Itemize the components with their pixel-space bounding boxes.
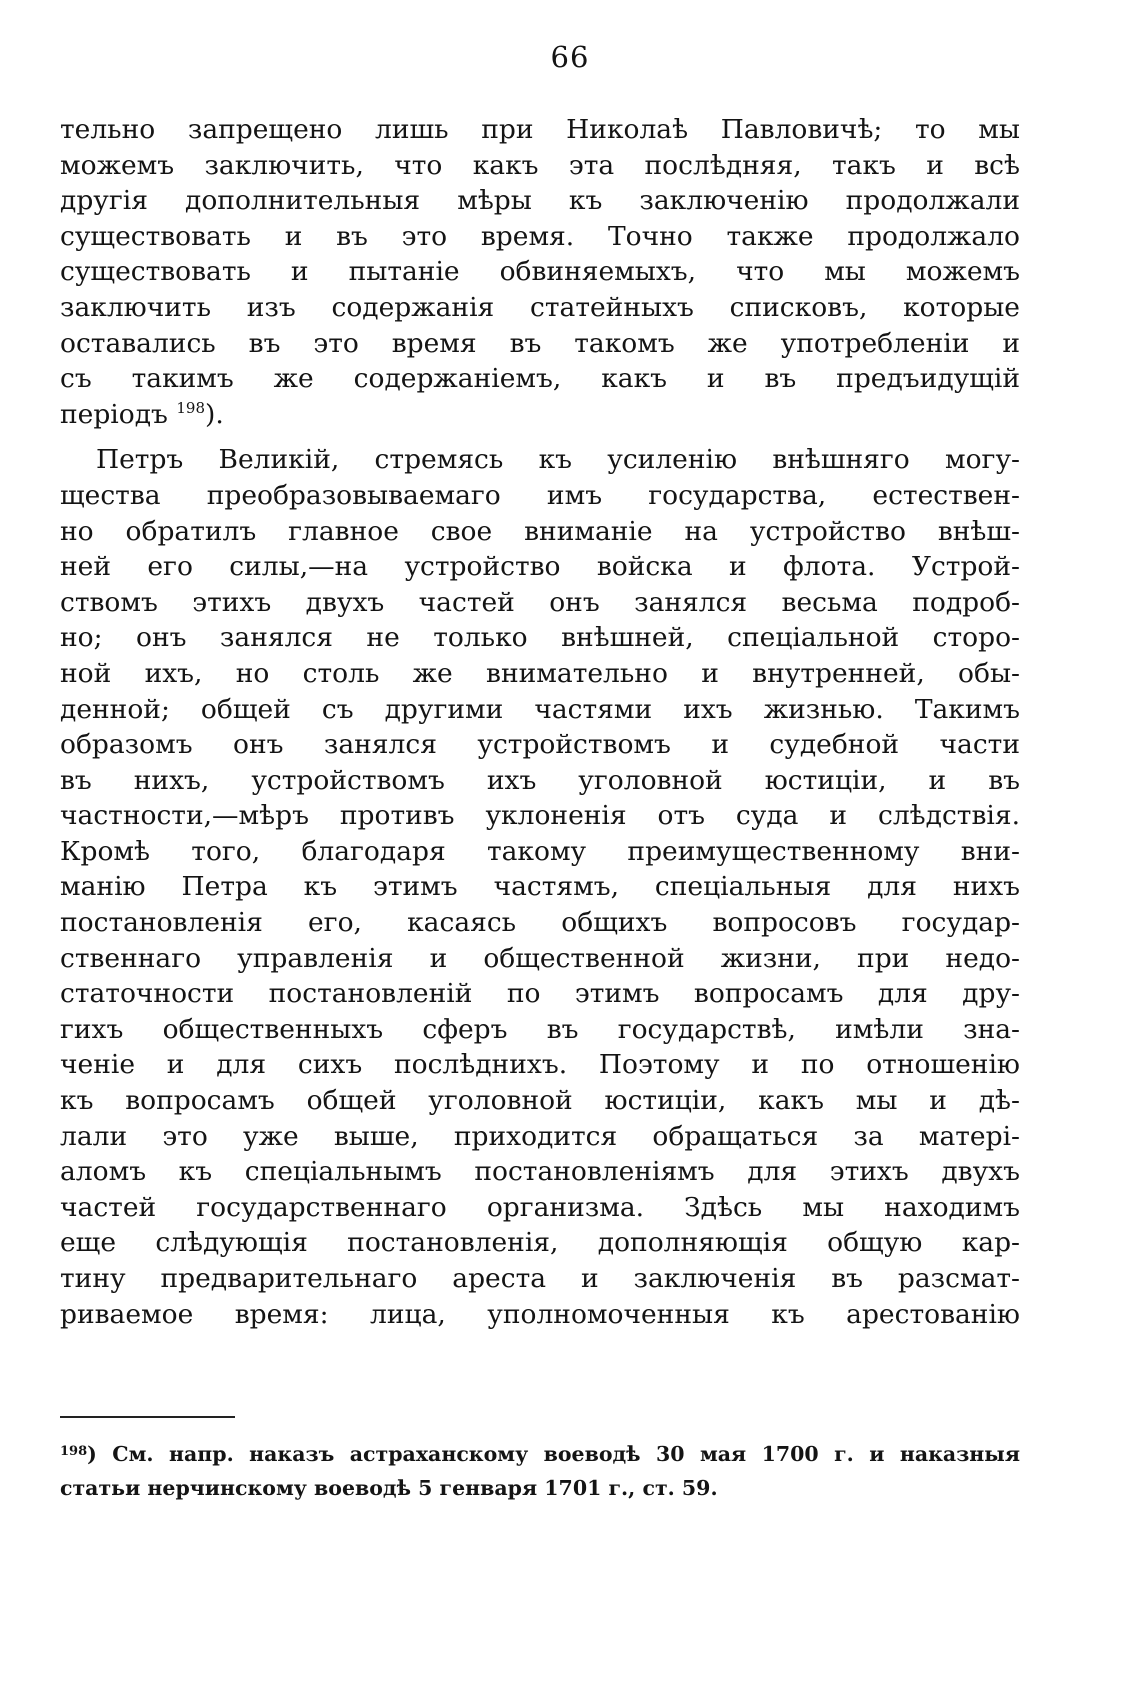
text-line: ней его силы,—на устройство войска и флота. Устрой-: [60, 551, 1020, 583]
text-line: Петръ Великій, стремясь къ усиленію внѣшняго могу-: [96, 444, 1020, 476]
paragraph-1: [60, 112, 1020, 432]
footnote-line: статьи нерчинскому воеводѣ 5 генваря 1701 г., ст. 59.: [60, 1476, 718, 1500]
text-line: манію Петра къ этимъ частямъ, спеціальныя для нихъ: [60, 871, 1020, 903]
text-line: но обратилъ главное свое вниманіе на устройство внѣш-: [60, 515, 1020, 547]
paragraph-gap: [60, 432, 1020, 442]
text-line: можемъ заключить, что какъ эта послѣдняя, такъ и всѣ: [60, 149, 1020, 181]
text-line: ствомъ этихъ двухъ частей онъ занялся весьма подроб-: [60, 586, 1020, 618]
paragraph-end-punct: ).: [205, 398, 224, 430]
text-line: въ нихъ, устройствомъ ихъ уголовной юстиціи, и въ: [60, 764, 1020, 796]
footnote-text: ) См. напр. наказъ астраханскому воеводѣ 30 мая 1700 г. и наказныя: [87, 1442, 1020, 1466]
text-line: частности,—мѣръ противъ уклоненія отъ суда и слѣдствія.: [60, 800, 1020, 832]
text-line: образомъ онъ занялся устройствомъ и судебной части: [60, 729, 1020, 761]
text-line: но; онъ занялся не только внѣшней, спеціальной сторо-: [60, 622, 1020, 654]
text-line: съ такимъ же содержаніемъ, какъ и въ предъидущій: [60, 363, 1020, 395]
paragraph-end-word: періодъ: [60, 398, 168, 430]
text-line: щества преобразовываемаго имъ государства, естествен-: [60, 479, 1020, 511]
text-line: ченіе и для сихъ послѣднихъ. Поэтому и по отношенію: [60, 1049, 1020, 1081]
footnote-reference: 198: [176, 398, 205, 417]
text-line: существовать и пытаніе обвиняемыхъ, что мы можемъ: [60, 256, 1020, 288]
text-line: риваемое время: лица, уполномоченныя къ арестованію: [60, 1298, 1020, 1330]
text-line: оставались въ это время въ такомъ же употребленіи и: [60, 327, 1020, 359]
paragraph-2: [60, 442, 1020, 1332]
footnote-line: [60, 1437, 1020, 1471]
text-line-final: [60, 397, 1020, 433]
text-line: статочности постановленій по этимъ вопросамъ для дру-: [60, 978, 1020, 1010]
text-line: къ вопросамъ общей уголовной юстиціи, какъ мы и дѣ-: [60, 1085, 1020, 1117]
text-line: тину предварительнаго ареста и заключенія въ разсмат-: [60, 1263, 1020, 1294]
text-line: другія дополнительныя мѣры къ заключенію продолжали: [60, 185, 1020, 217]
text-line: постановленія его, касаясь общихъ вопросовъ государ-: [60, 907, 1020, 939]
text-line: денной; общей съ другими частями ихъ жизнью. Такимъ: [60, 693, 1020, 725]
text-line: существовать и въ это время. Точно также продолжало: [60, 220, 1020, 252]
text-line: частей государственнаго организма. Здѣсь мы находимъ: [60, 1191, 1020, 1223]
text-line: Кромѣ того, благодаря такому преимущественному вни-: [60, 835, 1020, 867]
text-line: гихъ общественныхъ сферъ въ государствѣ, имѣли зна-: [60, 1013, 1020, 1045]
text-line: аломъ къ спеціальнымъ постановленіямъ для этихъ двухъ: [60, 1156, 1020, 1188]
footnote: [60, 1437, 1020, 1505]
footnote-separator: [60, 1416, 235, 1418]
text-line: ной ихъ, но столь же внимательно и внутренней, обы-: [60, 657, 1020, 689]
footnote-marker: 198: [60, 1444, 88, 1459]
text-line: заключить изъ содержанія статейныхъ списковъ, которые: [60, 291, 1020, 323]
text-line: тельно запрещено лишь при Николаѣ Павловичѣ; то мы: [60, 114, 1020, 145]
text-line: еще слѣдующія постановленія, дополняющія общую кар-: [60, 1227, 1020, 1259]
text-line: ственнаго управленія и общественной жизни, при недо-: [60, 942, 1020, 974]
page-number: 66: [550, 40, 590, 74]
text-line: лали это уже выше, приходится обращаться за матері-: [60, 1120, 1020, 1152]
main-text: [60, 112, 1020, 1332]
